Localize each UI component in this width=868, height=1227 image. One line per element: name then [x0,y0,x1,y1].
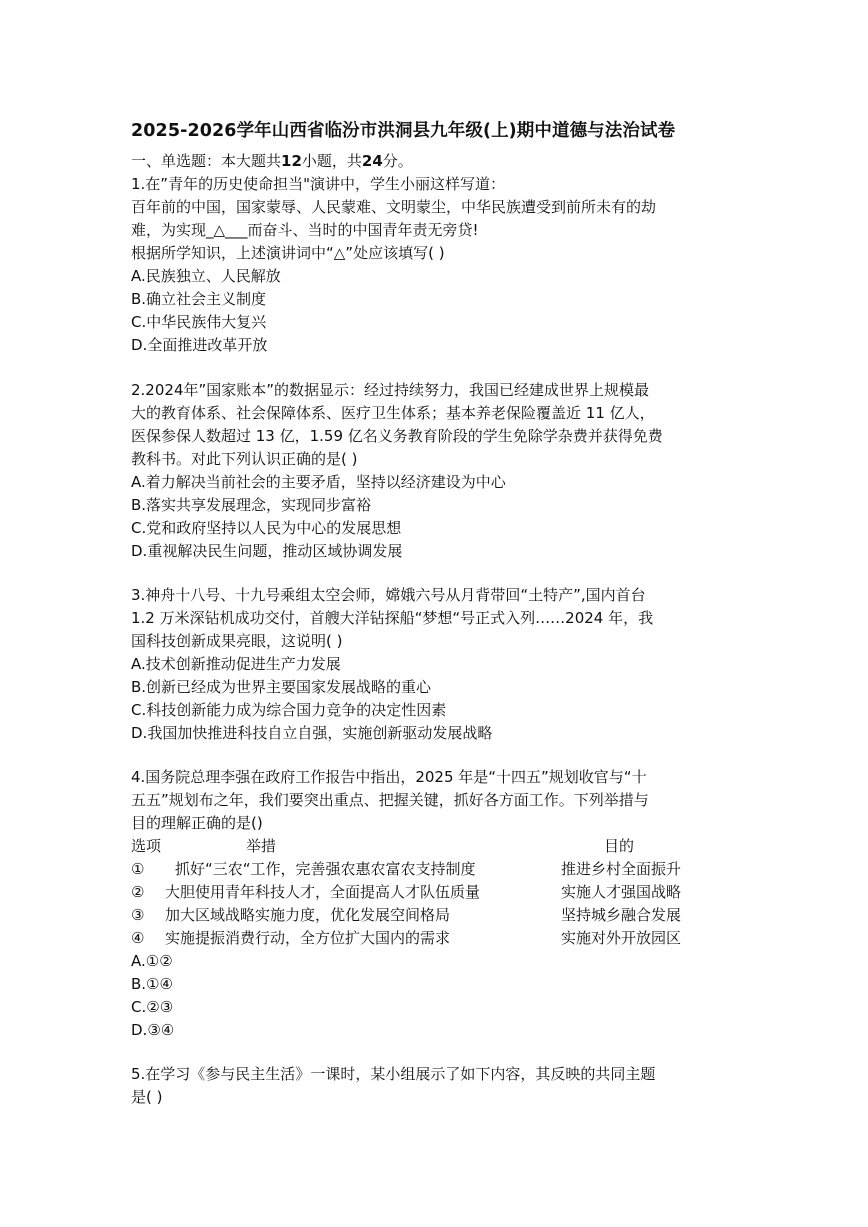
question-3-option-b: B.创新已经成为世界主要国家发展战略的重心 [131,678,432,696]
question-2-option-b: B.落实共享发展理念，实现同步富裕 [131,496,372,514]
question-3-stem-line: 国科技创新成果亮眼，这说明( ) [131,632,343,650]
table-cell-option: ④ [131,929,145,947]
table-cell-purpose: 坚持城乡融合发展 [561,906,682,924]
table-cell-measure: 大胆使用青年科技人才，全面提高人才队伍质量 [165,883,481,901]
table-header-purpose: 目的 [604,837,635,855]
question-3-option-a: A.技术创新推动促进生产力发展 [131,655,341,673]
question-4-option-d: D.③④ [131,1021,175,1039]
question-3-stem-line: 1.2 万米深钻机成功交付，首艘大洋钻探船“梦想“号正式入列……2024 年，我 [131,609,654,627]
question-2-option-a: A.着力解决当前社会的主要矛盾，坚持以经济建设为中心 [131,473,506,491]
question-1-stem-line: 根据所学知识，上述演讲词中“△”处应该填写( ) [131,244,445,262]
question-1-option-a: A.民族独立、人民解放 [131,267,281,285]
table-cell-option: ② [131,883,145,901]
question-4-option-b: B.①④ [131,975,173,993]
exam-title: 2025-2026学年山西省临汾市洪洞县九年级(上)期中道德与法治试卷 [131,121,676,141]
question-2-option-c: C.党和政府坚持以人民为中心的发展思想 [131,519,402,537]
question-1-stem-line: 1.在”青年的历史使命担当"演讲中，学生小丽这样写道： [131,175,505,193]
question-4-stem-line: 五五”规划布之年，我们要突出重点、把握关键，抓好各方面工作。下列举措与 [131,791,649,809]
table-cell-measure: 抓好“三农“工作，完善强农惠农富农支持制度 [175,860,476,878]
question-4-stem-line: 4.国务院总理李强在政府工作报告中指出，2025 年是“十四五”规划收官与“十 [131,768,647,786]
question-1-option-d: D.全面推进改革开放 [131,336,268,354]
question-2-stem-line: 大的教育体系、社会保障体系、医疗卫生体系；基本养老保险覆盖近 11 亿人， [131,404,655,422]
question-3-option-d: D.我国加快推进科技自立自强，实施创新驱动发展战略 [131,724,493,742]
question-1-stem-line: 难，为实现_△___而奋斗、当时的中国青年责无旁贷! [131,221,479,239]
question-4-stem-line: 目的理解正确的是() [131,814,263,832]
question-5-stem-line: 是( ) [131,1088,163,1106]
question-3-stem-line: 3.神舟十八号、十九号乘组太空会师，嫦娥六号从月背带回“土特产”,国内首台 [131,586,646,604]
question-2-stem-line: 医保参保人数超过 13 亿，1.59 亿名义务教育阶段的学生免除学杂费并获得免费 [131,427,663,445]
table-cell-purpose: 实施对外开放园区 [561,929,682,947]
question-2-stem-line: 教科书。对此下列认识正确的是( ) [131,450,358,468]
table-header-option: 选项 [131,837,162,855]
table-cell-purpose: 推进乡村全面振升 [561,860,682,878]
question-1-option-c: C.中华民族伟大复兴 [131,313,267,331]
table-cell-purpose: 实施人才强国战略 [561,883,682,901]
question-1-stem-line: 百年前的中国，国家蒙辱、人民蒙难、文明蒙尘，中华民族遭受到前所未有的劫 [131,198,657,216]
question-4-option-c: C.②③ [131,998,174,1016]
question-1-option-b: B.确立社会主义制度 [131,290,267,308]
question-4-option-a: A.①② [131,952,173,970]
table-cell-option: ① [131,860,145,878]
table-header-measure: 举措 [246,837,277,855]
question-3-option-c: C.科技创新能力成为综合国力竞争的决定性因素 [131,701,447,719]
question-2-option-d: D.重视解决民生问题，推动区域协调发展 [131,542,403,560]
table-cell-measure: 加大区域战略实施力度，优化发展空间格局 [165,906,451,924]
section-heading: 一、单选题：本大题共12小题，共24分。 [131,152,413,170]
question-5-stem-line: 5.在学习《参与民主生活》一课时，某小组展示了如下内容，其反映的共同主题 [131,1065,656,1083]
question-2-stem-line: 2.2024年”国家账本”的数据显示：经过持续努力，我国已经建成世界上规模最 [131,381,650,399]
table-cell-measure: 实施提振消费行动，全方位扩大国内的需求 [165,929,451,947]
table-cell-option: ③ [131,906,145,924]
